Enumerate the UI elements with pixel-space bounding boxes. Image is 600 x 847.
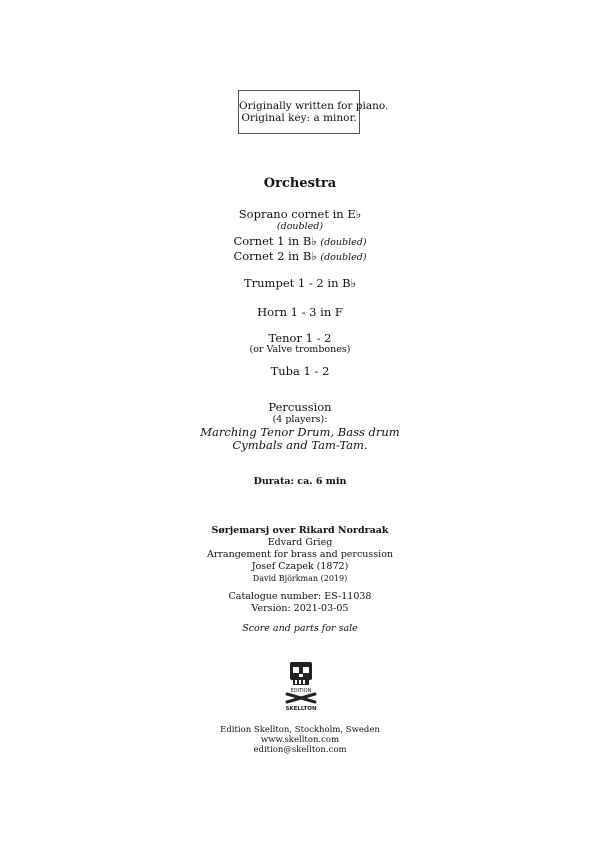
work-composer: Edvard Grieg: [267, 537, 333, 548]
instrument-trumpet: Trumpet 1 - 2 in B♭: [243, 276, 357, 290]
work-arranger: Josef Czapek (1872): [251, 561, 349, 572]
instrument-tenor: Tenor 1 - 2: [268, 331, 332, 345]
logo-text-skellton: SKELLTON: [285, 706, 317, 712]
instrument-soprano-cornet-note: (doubled): [276, 221, 324, 232]
orchestra-heading: Orchestra: [263, 176, 337, 191]
instrument-cornet-1-note: (doubled): [320, 237, 367, 248]
durata: Durata: ca. 6 min: [253, 476, 347, 487]
note-line-2: Original key: a minor.: [241, 112, 357, 124]
instrument-tuba: Tuba 1 - 2: [270, 364, 330, 378]
work-arrangement: Arrangement for brass and percussion: [206, 549, 394, 560]
instrument-cornet-1-name: Cornet 1 in B♭: [233, 234, 317, 248]
percussion-players: (4 players):: [272, 414, 328, 425]
instrument-cornet-2: [0, 249, 600, 264]
work-title: Sørjemarsj over Rikard Nordraak: [211, 525, 389, 536]
note-line-1: Originally written for piano.: [239, 100, 389, 112]
sale-note: Score and parts for sale: [242, 623, 358, 634]
instrument-horn: Horn 1 - 3 in F: [257, 305, 343, 319]
work-editor: David Björkman (2019): [252, 574, 348, 583]
instrument-cornet-2-name: Cornet 2 in B♭: [233, 249, 317, 263]
instrument-soprano-cornet: Soprano cornet in E♭: [238, 207, 362, 221]
catalogue-number: Catalogue number: ES-11038: [228, 591, 372, 602]
publisher-email: edition@skellton.com: [253, 745, 347, 755]
instrument-tenor-note: (or Valve trombones): [249, 344, 351, 355]
percussion-line-2: Cymbals and Tam-Tam.: [232, 438, 368, 452]
instrument-cornet-1: [0, 234, 600, 249]
instrument-cornet-2-note: (doubled): [320, 252, 367, 263]
original-key-note: [238, 90, 389, 134]
version: Version: 2021-03-05: [251, 603, 349, 614]
percussion-line-1: Marching Tenor Drum, Bass drum: [200, 425, 400, 439]
edition-skellton-logo: [280, 660, 322, 712]
publisher-name: Edition Skellton, Stockholm, Sweden: [220, 725, 380, 735]
skull-crossbones-icon: [280, 660, 322, 712]
logo-text-edition: EDITION: [290, 688, 312, 694]
publisher-website: www.skellton.com: [260, 735, 340, 745]
percussion-heading: Percussion: [268, 400, 332, 414]
